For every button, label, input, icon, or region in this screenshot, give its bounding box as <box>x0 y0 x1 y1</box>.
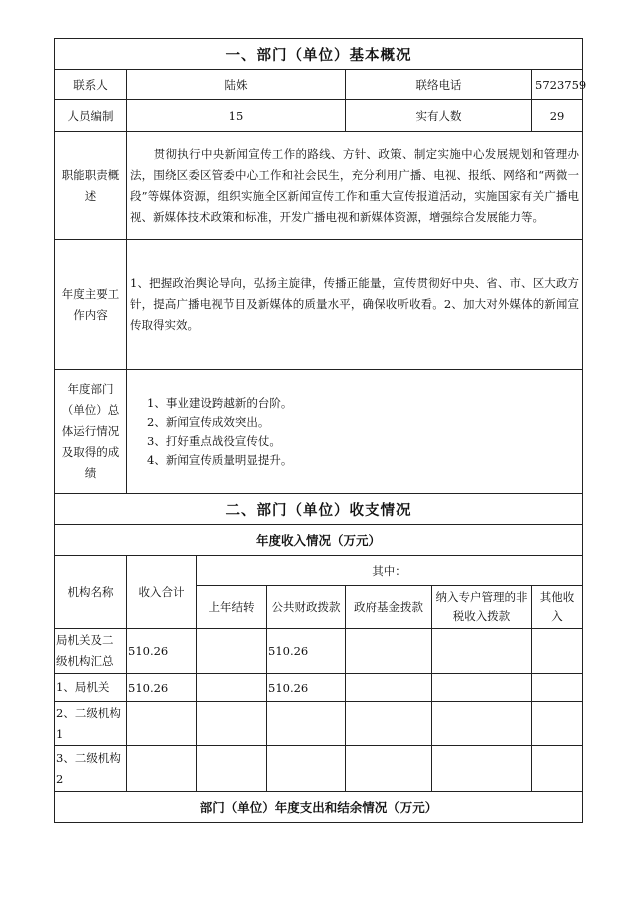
row-fiscal: 510.26 <box>267 629 346 674</box>
row-fund <box>346 629 432 674</box>
row-nontax <box>432 702 532 746</box>
header-fund: 政府基金拨款 <box>346 586 432 629</box>
row-org: 1、局机关 <box>55 674 127 702</box>
row-other <box>532 746 583 792</box>
table-row <box>55 674 583 702</box>
row-carry <box>197 746 267 792</box>
row-other <box>532 629 583 674</box>
row-fiscal <box>267 702 346 746</box>
row-org: 2、二级机构1 <box>55 702 127 746</box>
header-carry: 上年结转 <box>197 586 267 629</box>
income-title: 年度收入情况（万元） <box>55 525 583 556</box>
row-fund <box>346 702 432 746</box>
work-text: 1、把握政治舆论导向，弘扬主旋律，传播正能量，宣传贯彻好中央、省、市、区大政方针，提高广播电视节目及新媒体的质量水平，确保收听收看。2、加大对外媒体的新闻宣传取得实效。 <box>127 240 583 370</box>
row-total <box>127 702 197 746</box>
row-fund <box>346 746 432 792</box>
actual-label: 实有人数 <box>346 100 532 132</box>
result-item: 4、新闻宣传质量明显提升。 <box>147 452 293 467</box>
row-other <box>532 702 583 746</box>
phone-label: 联络电话 <box>346 70 532 100</box>
phone-value: 5723759 <box>532 70 583 100</box>
work-label: 年度主要工作内容 <box>55 240 127 370</box>
row-carry <box>197 674 267 702</box>
result-label: 年度部门（单位）总体运行情况及取得的成绩 <box>55 370 127 494</box>
table-row <box>55 702 583 746</box>
staff-label: 人员编制 <box>55 100 127 132</box>
document-page <box>54 38 587 823</box>
row-org: 3、二级机构2 <box>55 746 127 792</box>
table-row <box>55 629 583 674</box>
row-carry <box>197 629 267 674</box>
row-total: 510.26 <box>127 674 197 702</box>
result-item: 2、新闻宣传成效突出。 <box>147 414 270 429</box>
result-list <box>127 370 583 494</box>
header-fiscal: 公共财政拨款 <box>267 586 346 629</box>
row-nontax <box>432 746 532 792</box>
table-row <box>55 746 583 792</box>
row-fiscal <box>267 746 346 792</box>
result-item: 1、事业建设跨越新的台阶。 <box>147 395 293 410</box>
staff-value: 15 <box>127 100 346 132</box>
row-carry <box>197 702 267 746</box>
header-org: 机构名称 <box>55 556 127 629</box>
row-fund <box>346 674 432 702</box>
header-among: 其中： <box>197 556 583 586</box>
budget-table <box>54 38 587 823</box>
row-org: 局机关及二级机构汇总 <box>55 629 127 674</box>
section2-title: 二、部门（单位）收支情况 <box>55 494 583 525</box>
expense-title: 部门（单位）年度支出和结余情况（万元） <box>55 792 583 823</box>
result-item: 3、打好重点战役宣传仗。 <box>147 433 281 448</box>
row-nontax <box>432 674 532 702</box>
row-fiscal: 510.26 <box>267 674 346 702</box>
row-total: 510.26 <box>127 629 197 674</box>
contact-label: 联系人 <box>55 70 127 100</box>
section1-title: 一、部门（单位）基本概况 <box>55 39 583 70</box>
row-other <box>532 674 583 702</box>
header-total: 收入合计 <box>127 556 197 629</box>
actual-value: 29 <box>532 100 583 132</box>
row-nontax <box>432 629 532 674</box>
duty-label: 职能职责概述 <box>55 132 127 240</box>
header-other: 其他收入 <box>532 586 583 629</box>
duty-text: 贯彻执行中央新闻宣传工作的路线、方针、政策、制定实施中心发展规划和管理办法，围绕区委区管委中心工作和社会民生，充分利用广播、电视、报纸、网络和“两微一段”等媒体资源，组织实施全区新闻宣传工作和重大宣传报道活动，实施国家有关广播电视、新媒体技术政策和标准，开发广播电视和新媒体资源，增强综合发展能力等。 <box>127 132 583 240</box>
header-nontax: 纳入专户管理的非税收入拨款 <box>432 586 532 629</box>
contact-value: 陆姝 <box>127 70 346 100</box>
row-total <box>127 746 197 792</box>
